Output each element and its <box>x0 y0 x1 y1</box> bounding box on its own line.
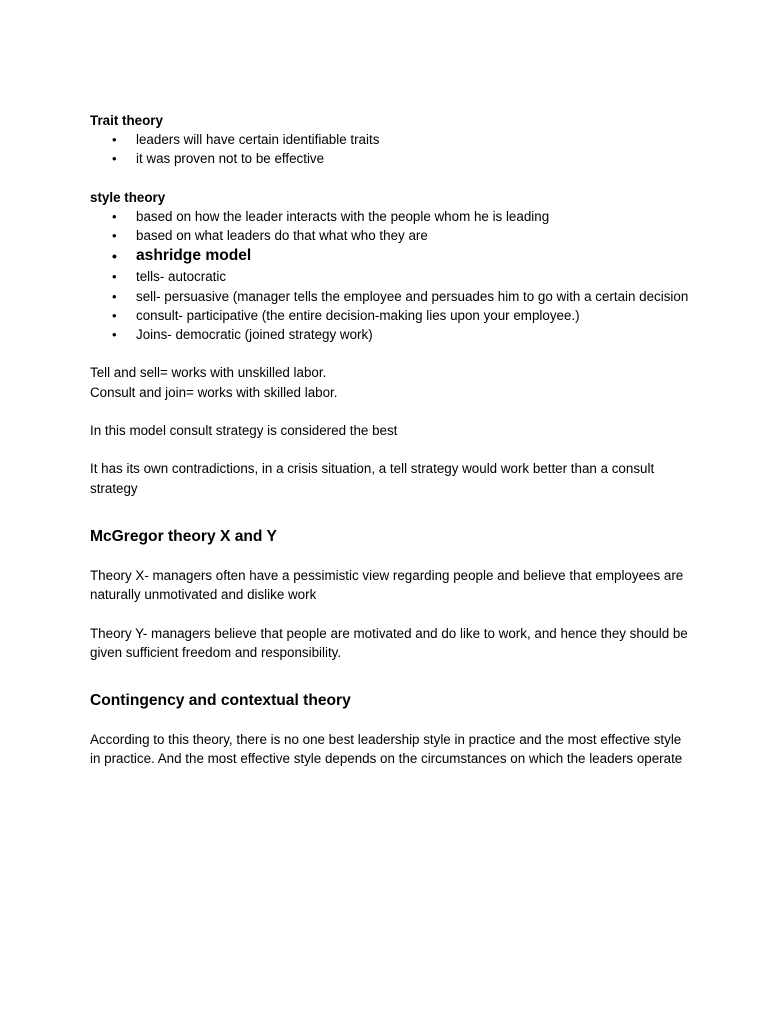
list-item-text: tells- autocratic <box>136 269 227 285</box>
best-strategy-paragraph: In this model consult strategy is considered the best <box>90 423 398 438</box>
spacer <box>90 402 690 421</box>
list-item-text: ashridge model <box>136 247 252 265</box>
list-item-text: leaders will have certain identifiable traits <box>136 132 380 148</box>
bullet-icon: • <box>112 327 117 343</box>
style-theory-heading: style theory <box>90 189 166 205</box>
theory-y-paragraph: Theory Y- managers believe that people are motivated and do like to work, and hence they should be given sufficient freedom and responsibility. <box>90 625 688 660</box>
bullet-icon: • <box>112 307 117 323</box>
contingency-paragraph: According to this theory, there is no one best leadership style in practice and the most effective style in practice. And the most effective style depends on the circumstances on which the leaders operate <box>90 732 683 767</box>
list-item-text: sell- persuasive (manager tells the employee and persuades him to go with a certain decision <box>136 288 689 304</box>
bullet-icon: • <box>112 269 117 285</box>
bullet-icon: • <box>112 151 117 167</box>
spacer <box>90 547 690 566</box>
spacer <box>90 344 690 363</box>
list-item <box>90 149 690 168</box>
mcgregor-heading: McGregor theory X and Y <box>90 527 277 545</box>
list-item <box>90 267 690 286</box>
bullet-icon: • <box>112 132 117 148</box>
list-item-text: consult- participative (the entire decision-making lies upon your employee.) <box>136 307 580 323</box>
spacer <box>90 169 690 188</box>
list-item <box>90 130 690 149</box>
list-item-text: it was proven not to be effective <box>136 151 325 167</box>
spacer <box>90 498 690 527</box>
list-item <box>90 325 690 344</box>
spacer <box>90 711 690 730</box>
list-item-text: based on what leaders do that what who they are <box>136 228 428 244</box>
list-item-text: based on how the leader interacts with the people whom he is leading <box>136 209 550 224</box>
list-item-text: Joins- democratic (joined strategy work) <box>136 327 373 343</box>
bullet-icon: • <box>112 209 117 224</box>
list-item <box>90 287 690 306</box>
list-item <box>90 226 690 245</box>
bullet-icon: • <box>112 248 117 265</box>
spacer <box>90 440 690 459</box>
spacer <box>90 662 690 691</box>
consult-join-line: Consult and join= works with skilled labor. <box>90 384 338 400</box>
theory-x-paragraph: Theory X- managers often have a pessimistic view regarding people and believe that employees are naturally unmotivated and dislike work <box>90 567 684 603</box>
contradictions-paragraph: It has its own contradictions, in a crisis situation, a tell strategy would work better than a consult strategy <box>90 461 655 496</box>
bullet-icon: • <box>112 228 117 244</box>
tell-sell-line: Tell and sell= works with unskilled labor. <box>90 365 327 381</box>
trait-theory-list <box>90 130 690 168</box>
style-theory-list <box>90 207 690 344</box>
list-item <box>90 306 690 325</box>
spacer <box>90 604 690 623</box>
document-body <box>90 111 690 769</box>
bullet-icon: • <box>112 288 117 304</box>
list-item <box>90 207 690 226</box>
list-item-ashridge <box>90 245 690 267</box>
trait-theory-heading: Trait theory <box>90 113 163 128</box>
contingency-heading: Contingency and contextual theory <box>90 691 351 709</box>
